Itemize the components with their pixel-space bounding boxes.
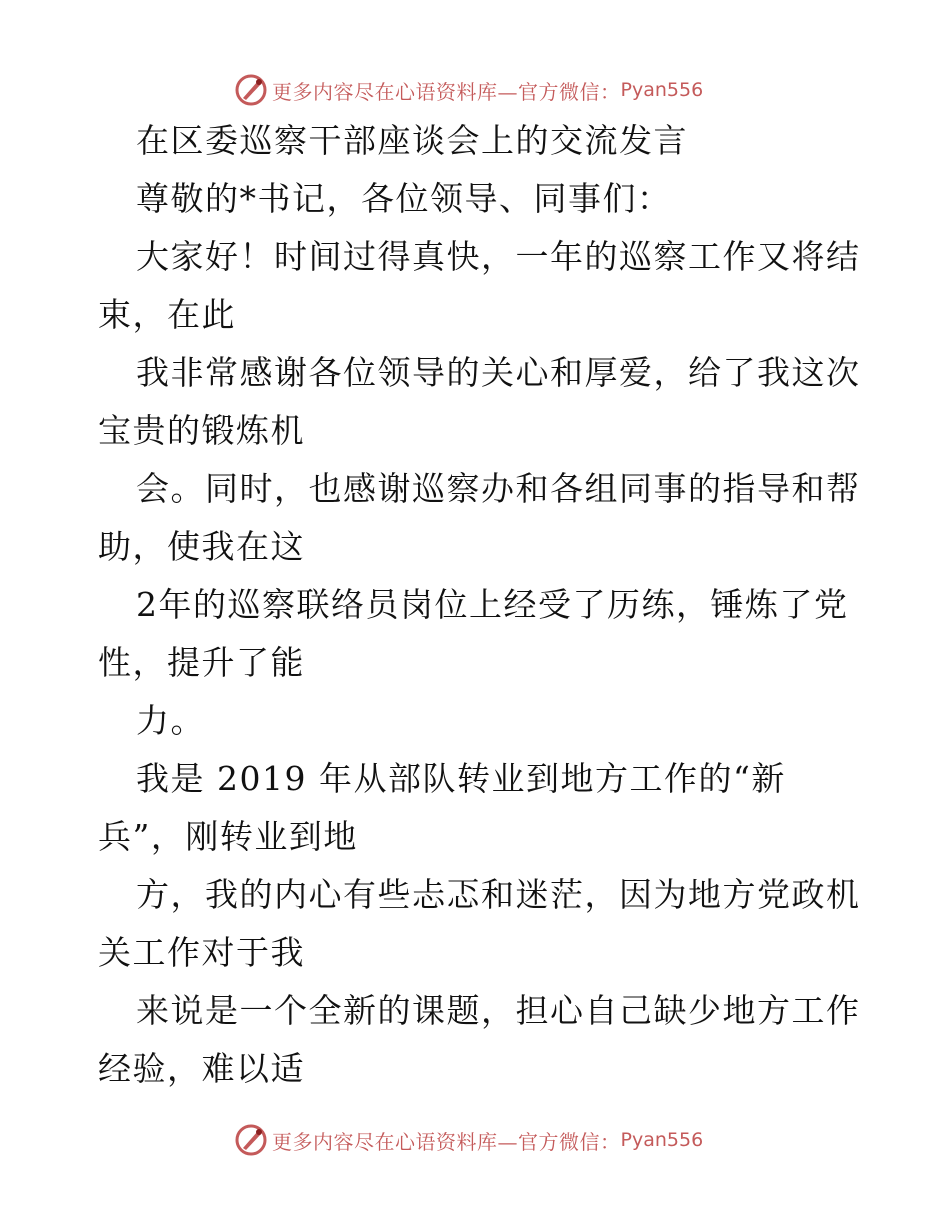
header-watermark [234, 72, 703, 108]
document-body [98, 112, 861, 1098]
text-line: 兵”，刚转业到地 [98, 817, 358, 856]
text-line: 在区委巡察干部座谈会上的交流发言 [136, 121, 688, 160]
text-line: 我是 2019 年从部队转业到地方工作的“新 [136, 759, 786, 798]
text-line: 力。 [136, 701, 205, 740]
text-line: 会。同时，也感谢巡察办和各组同事的指导和帮 [136, 469, 861, 508]
watermark-wechat-id: Pyan556 [620, 1129, 704, 1151]
text-line: 宝贵的锻炼机 [98, 411, 305, 450]
text-line: 大家好！时间过得真快，一年的巡察工作又将结 [136, 237, 861, 276]
text-line: 束，在此 [98, 295, 236, 334]
text-line: 来说是一个全新的课题，担心自己缺少地方工作 [136, 991, 861, 1030]
watermark-text: 更多内容尽在心语资料库—官方微信： [272, 79, 621, 104]
footer-watermark [234, 1122, 703, 1158]
text-line: 关工作对于我 [98, 933, 305, 972]
text-line: 性，提升了能 [98, 643, 305, 682]
text-line: 尊敬的*书记，各位领导、同事们： [136, 179, 672, 218]
text-line: 2年的巡察联络员岗位上经受了历练，锤炼了党 [136, 585, 849, 624]
text-line: 我非常感谢各位领导的关心和厚爱，给了我这次 [136, 353, 861, 392]
text-line: 方，我的内心有些忐忑和迷茫，因为地方党政机 [136, 875, 861, 914]
watermark-wechat-id: Pyan556 [620, 79, 704, 101]
text-line: 助，使我在这 [98, 527, 305, 566]
watermark-text: 更多内容尽在心语资料库—官方微信： [272, 1129, 621, 1154]
quill-pen-logo-icon [234, 1123, 268, 1157]
quill-pen-logo-icon [234, 73, 268, 107]
text-line: 经验，难以适 [98, 1049, 305, 1088]
